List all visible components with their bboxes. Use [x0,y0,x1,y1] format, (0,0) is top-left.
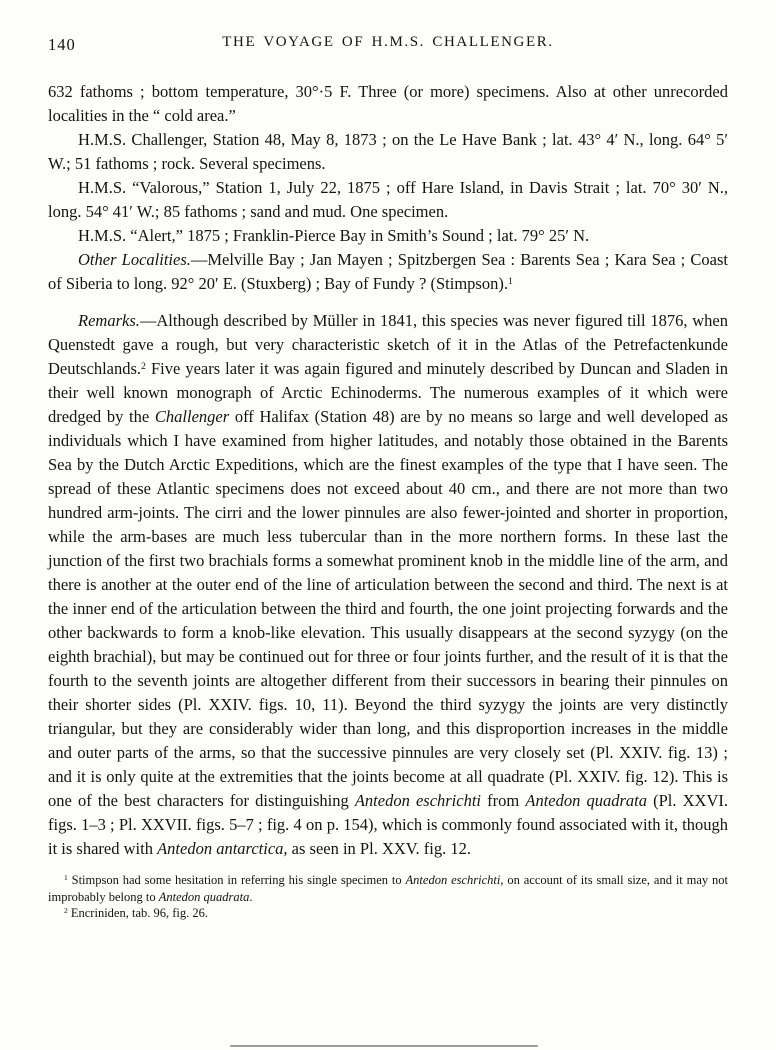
footnote-1: $^1$ Stimpson had some hesitation in referring his single specimen to Antedon eschrichti, on account of its small size, and it may not improbably belong to Antedon quadrata. [48,873,729,904]
running-title: THE VOYAGE OF H.M.S. CHALLENGER. [222,34,554,50]
page-body [48,80,728,861]
page-number: 140 [48,35,76,54]
paragraph-other-localities: Other Localities.—Melville Bay ; Jan Mayen ; Spitzbergen Sea : Barents Sea ; Kara Sea ; Coast of Siberia to long. 92° 20′ E. (Stuxberg) ; Bay of Fundy ? (Stimpson).$^1$ [48,250,729,293]
paragraph-alert: H.M.S. “Alert,” 1875 ; Franklin-Pierce Bay in Smith’s Sound ; lat. 79° 25′ N. [78,226,590,245]
paragraph-remarks: Remarks.—Although described by Müller in 1841, this species was never figured till 1876, when Quenstedt gave a rough, but very characteristic sketch of it in the Atlas of the Petrefactenkunde Deutschlands.$^2$ Five years later it was again figured and minutely described by Duncan and Sladen in their well known monograph of Arctic Echinoderms. The numerous examples of it which were dredged by the Challenger off Halifax (Station 48) are by no means so large and well developed as individuals which I have examined from higher latitudes, and notably those obtained in the Barents Sea by the Dutch Arctic Expeditions, which are the finest examples of the type that I have seen. The spread of these Atlantic specimens does not exceed about 40 cm., and there are not more than two hundred arm-joints. The cirri and the lower pinnules are also fewer-jointed and shorter in proportion, while the arm-bases are much less tubercular than in the more northern forms. In these last the junction of the first two brachials forms a somewhat prominent knob in the middle line of the arm, and there is another at the outer end of the line of articulation between the second and third. The next is at the inner end of the articulation between the third and fourth, the one joint projecting forwards and the other backwards to form a knob-like elevation. This usually disappears at the second syzygy (on the eighth brachial), but may be continued out for three or four joints further, and the result of it is that the fourth to the seventh joints are altogether different from their successors in bearing their pinnules on their shorter sides (Pl. XXIV. figs. 10, 11). Beyond the third syzygy the joints are very distinctly triangular, but they are considerably wider than long, and this disproportion increases in the middle and outer parts of the arms, so that the successive pinnules are very closely set (Pl. XXIV. fig. 13) ; and it is only quite at the extremities that the joints become at all quadrate (Pl. XXIV. fig. 12). This is one of the best characters for distinguishing Antedon eschrichti from Antedon quadrata (Pl. XXVI. figs. 1–3 ; Pl. XXVII. figs. 5–7 ; fig. 4 on p. 154), which is commonly found associated with it, though it is shared with Antedon antarctica, as seen in Pl. XXV. fig. 12. [48,311,728,858]
paragraph-challenger-station: H.M.S. Challenger, Station 48, May 8, 1873 ; on the Le Have Bank ; lat. 43° 4′ N., long. 64° 5′ W.; 51 fathoms ; rock. Several specimens. [48,130,728,173]
footnote-2: $^2$ Encriniden, tab. 96, fig. 26. [64,906,208,920]
page-edge-scan-artifact [230,1045,538,1047]
page-header [48,34,728,56]
paragraph-valorous-station: H.M.S. “Valorous,” Station 1, July 22, 1875 ; off Hare Island, in Davis Strait ; lat. 70° 30′ N., long. 54° 41′ W.; 85 fathoms ; sand and mud. One specimen. [48,178,728,221]
paragraph-fathoms: 632 fathoms ; bottom temperature, 30°·5 F. Three (or more) specimens. Also at other unrecorded localities in the “ cold area.” [48,82,728,125]
footnotes [48,872,728,922]
